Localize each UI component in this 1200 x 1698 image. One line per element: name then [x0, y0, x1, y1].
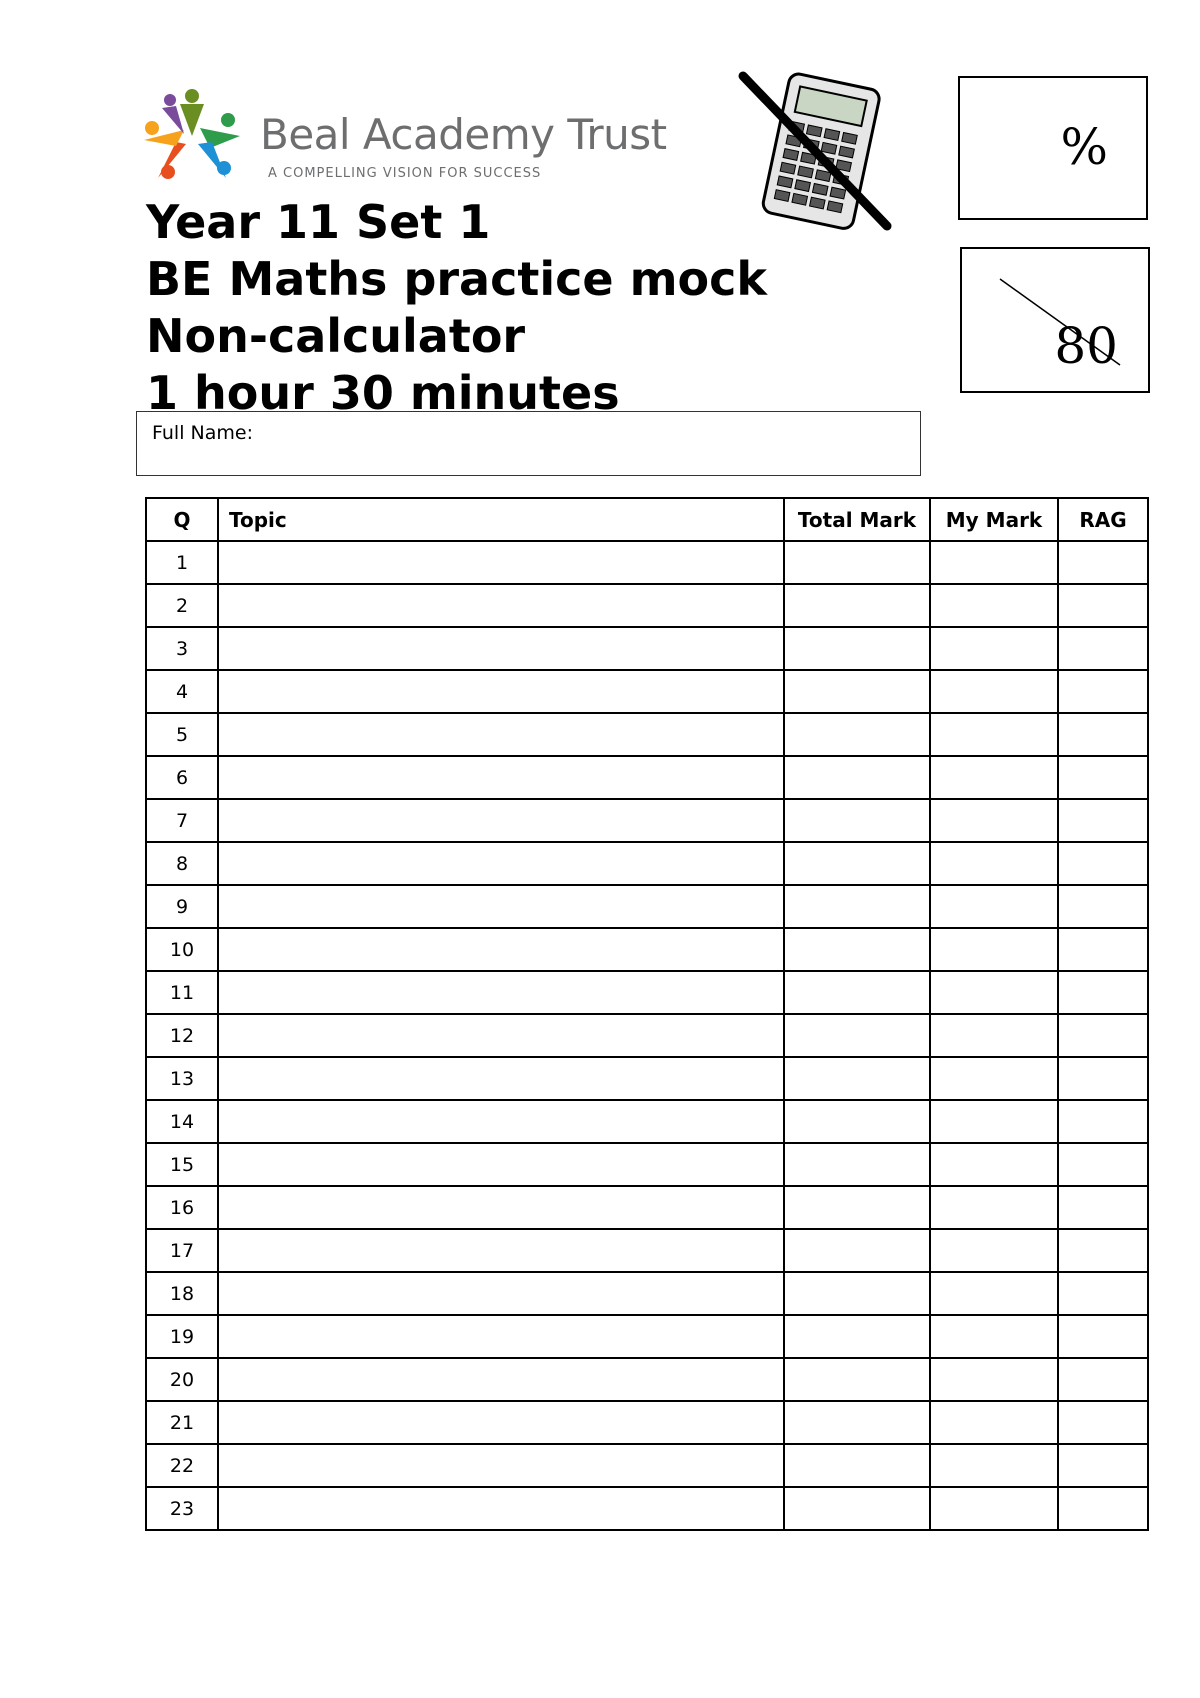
header-total-mark: Total Mark: [784, 498, 930, 541]
my-mark-cell[interactable]: [930, 799, 1058, 842]
total-mark-cell[interactable]: [784, 1358, 930, 1401]
table-row: [146, 928, 1148, 971]
question-number-cell: 20: [146, 1358, 218, 1401]
question-number-cell: 7: [146, 799, 218, 842]
table-row: [146, 1272, 1148, 1315]
my-mark-cell[interactable]: [930, 713, 1058, 756]
topic-cell[interactable]: [218, 584, 784, 627]
header-topic: Topic: [218, 498, 784, 541]
rag-cell[interactable]: [1058, 1444, 1148, 1487]
total-mark-cell[interactable]: [784, 756, 930, 799]
full-name-label: Full Name:: [152, 422, 253, 444]
my-mark-cell[interactable]: [930, 1487, 1058, 1530]
table-row: [146, 1444, 1148, 1487]
question-number-cell: 3: [146, 627, 218, 670]
total-mark-cell[interactable]: [784, 1186, 930, 1229]
logo-name: Beal Academy Trust: [260, 110, 667, 159]
my-mark-cell[interactable]: [930, 971, 1058, 1014]
question-number-cell: 1: [146, 541, 218, 584]
title-paper-name: BE Maths practice mock: [146, 252, 767, 306]
question-number-cell: 16: [146, 1186, 218, 1229]
title-paper-type: Non-calculator: [146, 309, 526, 363]
rag-cell[interactable]: [1058, 971, 1148, 1014]
rag-cell[interactable]: [1058, 842, 1148, 885]
my-mark-cell[interactable]: [930, 670, 1058, 713]
table-row: [146, 627, 1148, 670]
rag-cell[interactable]: [1058, 1100, 1148, 1143]
school-logo: [140, 86, 680, 186]
table-row: [146, 842, 1148, 885]
total-mark-cell[interactable]: [784, 1143, 930, 1186]
full-name-field[interactable]: [136, 411, 921, 476]
my-mark-cell[interactable]: [930, 541, 1058, 584]
question-number-cell: 23: [146, 1487, 218, 1530]
rag-cell[interactable]: [1058, 799, 1148, 842]
total-mark-cell[interactable]: [784, 541, 930, 584]
total-mark-cell[interactable]: [784, 799, 930, 842]
total-mark-cell[interactable]: [784, 1014, 930, 1057]
topic-cell[interactable]: [218, 1401, 784, 1444]
topic-cell[interactable]: [218, 713, 784, 756]
total-mark-cell[interactable]: [784, 1057, 930, 1100]
topic-cell[interactable]: [218, 1315, 784, 1358]
rag-cell[interactable]: [1058, 1401, 1148, 1444]
table-row: [146, 1229, 1148, 1272]
table-header-row: [146, 498, 1148, 541]
table-row: [146, 1315, 1148, 1358]
my-mark-cell[interactable]: [930, 1401, 1058, 1444]
rag-cell[interactable]: [1058, 928, 1148, 971]
topic-cell[interactable]: [218, 1186, 784, 1229]
question-number-cell: 19: [146, 1315, 218, 1358]
question-number-cell: 17: [146, 1229, 218, 1272]
my-mark-cell[interactable]: [930, 885, 1058, 928]
my-mark-cell[interactable]: [930, 1143, 1058, 1186]
table-row: [146, 1143, 1148, 1186]
header-my-mark: My Mark: [930, 498, 1058, 541]
topic-cell[interactable]: [218, 1057, 784, 1100]
rag-cell[interactable]: [1058, 670, 1148, 713]
table-row: [146, 1100, 1148, 1143]
table-row: [146, 756, 1148, 799]
total-mark-cell[interactable]: [784, 584, 930, 627]
table-row: [146, 541, 1148, 584]
beal-figures-logo-icon: [140, 86, 250, 186]
my-mark-cell[interactable]: [930, 1014, 1058, 1057]
rag-cell[interactable]: [1058, 1186, 1148, 1229]
table-row: [146, 1358, 1148, 1401]
rag-cell[interactable]: [1058, 1272, 1148, 1315]
topic-cell[interactable]: [218, 541, 784, 584]
my-mark-cell[interactable]: [930, 1444, 1058, 1487]
question-number-cell: 12: [146, 1014, 218, 1057]
my-mark-cell[interactable]: [930, 1186, 1058, 1229]
table-row: [146, 799, 1148, 842]
logo-tagline: A COMPELLING VISION FOR SUCCESS: [268, 166, 542, 181]
question-number-cell: 4: [146, 670, 218, 713]
my-mark-cell[interactable]: [930, 928, 1058, 971]
total-mark-cell[interactable]: [784, 713, 930, 756]
title-duration: 1 hour 30 minutes: [146, 366, 620, 420]
my-mark-cell[interactable]: [930, 756, 1058, 799]
topic-cell[interactable]: [218, 1100, 784, 1143]
rag-cell[interactable]: [1058, 1358, 1148, 1401]
question-number-cell: 9: [146, 885, 218, 928]
header-q: Q: [146, 498, 218, 541]
topic-cell[interactable]: [218, 1487, 784, 1530]
topic-cell[interactable]: [218, 928, 784, 971]
table-row: [146, 670, 1148, 713]
rag-cell[interactable]: [1058, 713, 1148, 756]
table-row: [146, 1186, 1148, 1229]
question-number-cell: 21: [146, 1401, 218, 1444]
table-row: [146, 1057, 1148, 1100]
topic-cell[interactable]: [218, 842, 784, 885]
percentage-box[interactable]: [958, 76, 1148, 220]
total-mark-cell[interactable]: [784, 885, 930, 928]
percent-symbol: %: [1060, 118, 1108, 176]
table-row: [146, 885, 1148, 928]
total-mark-cell[interactable]: [784, 971, 930, 1014]
total-mark-cell[interactable]: [784, 1487, 930, 1530]
question-number-cell: 18: [146, 1272, 218, 1315]
question-number-cell: 22: [146, 1444, 218, 1487]
title-year-set: Year 11 Set 1: [146, 195, 491, 249]
rag-cell[interactable]: [1058, 1014, 1148, 1057]
total-mark-cell[interactable]: [784, 842, 930, 885]
total-mark-cell[interactable]: [784, 1401, 930, 1444]
total-mark-cell[interactable]: [784, 1229, 930, 1272]
table-row: [146, 1401, 1148, 1444]
question-number-cell: 5: [146, 713, 218, 756]
topic-cell[interactable]: [218, 1272, 784, 1315]
table-row: [146, 1487, 1148, 1530]
topic-cell[interactable]: [218, 670, 784, 713]
rag-cell[interactable]: [1058, 1315, 1148, 1358]
rag-cell[interactable]: [1058, 627, 1148, 670]
rag-cell[interactable]: [1058, 584, 1148, 627]
header-rag: RAG: [1058, 498, 1148, 541]
my-mark-cell[interactable]: [930, 627, 1058, 670]
topic-cell[interactable]: [218, 971, 784, 1014]
paper-title-block: [146, 194, 926, 422]
my-mark-cell[interactable]: [930, 1229, 1058, 1272]
question-number-cell: 14: [146, 1100, 218, 1143]
question-number-cell: 13: [146, 1057, 218, 1100]
topic-cell[interactable]: [218, 1143, 784, 1186]
rag-cell[interactable]: [1058, 1229, 1148, 1272]
rag-cell[interactable]: [1058, 1143, 1148, 1186]
total-mark-cell[interactable]: [784, 1100, 930, 1143]
topic-cell[interactable]: [218, 1444, 784, 1487]
rag-cell[interactable]: [1058, 1057, 1148, 1100]
my-mark-cell[interactable]: [930, 1100, 1058, 1143]
rag-cell[interactable]: [1058, 1487, 1148, 1530]
topic-cell[interactable]: [218, 1229, 784, 1272]
rag-cell[interactable]: [1058, 541, 1148, 584]
total-mark-cell[interactable]: [784, 627, 930, 670]
topic-cell[interactable]: [218, 885, 784, 928]
rag-cell[interactable]: [1058, 756, 1148, 799]
topic-cell[interactable]: [218, 756, 784, 799]
my-mark-cell[interactable]: [930, 1057, 1058, 1100]
my-mark-cell[interactable]: [930, 1315, 1058, 1358]
total-mark-cell[interactable]: [784, 928, 930, 971]
total-mark-cell[interactable]: [784, 1315, 930, 1358]
topic-cell[interactable]: [218, 1014, 784, 1057]
my-mark-cell[interactable]: [930, 1358, 1058, 1401]
question-number-cell: 2: [146, 584, 218, 627]
total-mark-cell[interactable]: [784, 670, 930, 713]
total-marks-value: 80: [1054, 317, 1118, 375]
topic-cell[interactable]: [218, 1358, 784, 1401]
my-mark-cell[interactable]: [930, 1272, 1058, 1315]
total-score-box[interactable]: [960, 247, 1150, 393]
table-row: [146, 971, 1148, 1014]
table-row: [146, 584, 1148, 627]
marks-table: [145, 497, 1149, 1531]
table-row: [146, 1014, 1148, 1057]
my-mark-cell[interactable]: [930, 842, 1058, 885]
total-mark-cell[interactable]: [784, 1272, 930, 1315]
table-row: [146, 713, 1148, 756]
question-number-cell: 10: [146, 928, 218, 971]
question-number-cell: 8: [146, 842, 218, 885]
total-mark-cell[interactable]: [784, 1444, 930, 1487]
my-mark-cell[interactable]: [930, 584, 1058, 627]
question-number-cell: 6: [146, 756, 218, 799]
question-number-cell: 15: [146, 1143, 218, 1186]
topic-cell[interactable]: [218, 799, 784, 842]
question-number-cell: 11: [146, 971, 218, 1014]
topic-cell[interactable]: [218, 627, 784, 670]
rag-cell[interactable]: [1058, 885, 1148, 928]
